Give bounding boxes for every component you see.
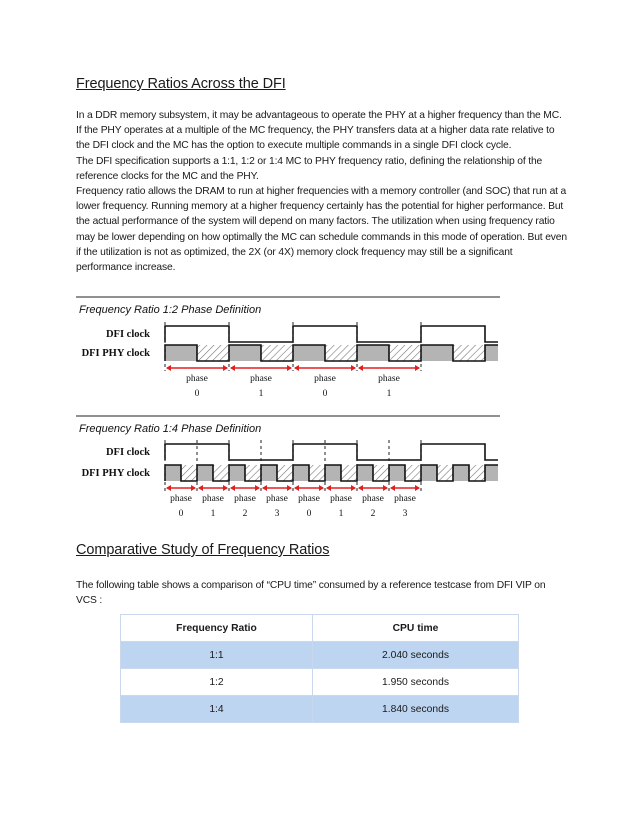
diagram-title: Frequency Ratio 1:4 Phase Definition	[79, 423, 262, 435]
phase-arrow-head-left	[326, 485, 331, 491]
phase-word-label: phase	[170, 494, 192, 504]
section-heading-frequency-ratios: Frequency Ratios Across the DFI	[76, 76, 286, 92]
dfi-clock-label: DFI clock	[105, 447, 150, 458]
table-cell: 1:2	[121, 669, 313, 696]
phase-arrow-head-right	[351, 485, 356, 491]
phase-word-label: phase	[362, 494, 384, 504]
table-cell: 1:1	[121, 642, 313, 669]
phase-number-label: 2	[242, 509, 248, 519]
diagram-1-4	[76, 416, 500, 519]
phase-arrow-head-left	[166, 365, 171, 371]
phase-arrow-head-left	[230, 485, 235, 491]
phy-high-fill	[293, 345, 325, 361]
phy-low-hatch	[469, 465, 485, 481]
dfi-clock-label: DFI clock	[105, 329, 150, 340]
phase-word-label: phase	[330, 494, 352, 504]
dfi-phy-clock-label: DFI PHY clock	[81, 348, 150, 359]
diagram-1-2	[76, 297, 500, 399]
phy-low-hatch	[453, 345, 485, 361]
phase-number-label: 2	[370, 509, 376, 519]
phase-arrow-head-right	[415, 365, 420, 371]
phase-arrow-head-right	[383, 485, 388, 491]
phase-word-label: phase	[314, 374, 336, 384]
table-cell: 1.950 seconds	[313, 669, 519, 696]
phy-high-fill	[453, 465, 469, 481]
phase-arrow-head-right	[223, 485, 228, 491]
phase-number-label: 0	[178, 509, 184, 519]
phy-low-hatch	[373, 465, 389, 481]
phase-arrow-head-left	[358, 485, 363, 491]
phy-low-hatch	[309, 465, 325, 481]
header-cpu-time: CPU time	[313, 615, 519, 642]
table-cell: 1:4	[121, 696, 313, 723]
phase-word-label: phase	[202, 494, 224, 504]
phase-arrow-head-left	[230, 365, 235, 371]
paragraph: The DFI specification supports a 1:1, 1:2 or 1:4 MC to PHY frequency ratio, defining the relationship of the reference clocks for the MC and the PHY.	[76, 155, 543, 182]
phy-low-hatch	[213, 465, 229, 481]
phase-arrow-head-right	[319, 485, 324, 491]
phy-low-hatch	[341, 465, 357, 481]
phy-low-hatch	[389, 345, 421, 361]
phy-low-hatch	[261, 345, 293, 361]
phy-high-fill	[421, 345, 453, 361]
table-row	[121, 669, 519, 696]
table-row	[121, 642, 519, 669]
phy-low-hatch	[277, 465, 293, 481]
phase-arrow-head-left	[294, 365, 299, 371]
phase-arrow-head-left	[198, 485, 203, 491]
phase-word-label: phase	[266, 494, 288, 504]
phy-high-fill	[197, 465, 213, 481]
phy-high-fill	[229, 345, 261, 361]
phy-high-fill	[357, 465, 373, 481]
diagram-title: Frequency Ratio 1:2 Phase Definition	[79, 304, 262, 316]
phase-arrow-head-right	[415, 485, 420, 491]
table-intro-text: The following table shows a comparison of “CPU time” consumed by a reference testcase from DFI VIP on VCS :	[76, 580, 546, 607]
phy-high-fill	[389, 465, 405, 481]
header-frequency-ratio: Frequency Ratio	[121, 615, 313, 642]
phase-arrow-head-right	[255, 485, 260, 491]
phase-number-label: 1	[258, 389, 264, 399]
phy-low-hatch	[405, 465, 421, 481]
table-cell: 2.040 seconds	[313, 642, 519, 669]
phy-high-fill	[229, 465, 245, 481]
paragraph: Frequency ratio allows the DRAM to run at higher frequencies with a memory controller (and SOC) that run at a lower frequency. Running memory at a higher frequency certainly has the potential for higher performance. But the actual performance of the system will depend on many factors. The utilization when using frequency ratio may be lower depending on how optimally the MC can schedule commands in this mode of operation. But even if the utilization is not as optimized, the 2X (or 4X) memory clock frequency may still be a significant performance increase.	[76, 186, 567, 274]
phy-low-hatch	[181, 465, 197, 481]
phase-number-label: 0	[194, 389, 200, 399]
phase-arrow-head-right	[223, 365, 228, 371]
phase-arrow-head-left	[294, 485, 299, 491]
table-row	[121, 696, 519, 723]
phy-high-fill	[165, 345, 197, 361]
phase-number-label: 1	[210, 509, 216, 519]
dfi-phy-clock-label: DFI PHY clock	[81, 468, 150, 479]
phy-high-fill	[293, 465, 309, 481]
phase-arrow-head-left	[166, 485, 171, 491]
table-cell: 1.840 seconds	[313, 696, 519, 723]
phy-low-hatch	[245, 465, 261, 481]
table-header-row	[121, 615, 519, 642]
dfi-clock-waveform	[165, 444, 498, 460]
paragraph: In a DDR memory subsystem, it may be advantageous to operate the PHY at a higher frequency than the MC. If the PHY operates at a multiple of the MC frequency, the PHY transfers data at a higher data rate relative to the DFI clock and the MC has the option to execute multiple commands in a single DFI clock cycle.	[76, 110, 562, 152]
phase-number-label: 3	[274, 509, 280, 519]
phase-arrow-head-right	[287, 485, 292, 491]
phy-low-hatch	[197, 345, 229, 361]
phase-arrow-head-right	[287, 365, 292, 371]
cpu-time-table	[120, 614, 519, 723]
phase-arrow-head-left	[358, 365, 363, 371]
phase-number-label: 3	[402, 509, 408, 519]
phase-number-label: 0	[306, 509, 312, 519]
phase-number-label: 1	[386, 389, 392, 399]
phy-low-hatch	[325, 345, 357, 361]
phy-high-fill	[421, 465, 437, 481]
dfi-clock-waveform	[165, 326, 498, 342]
phase-number-label: 0	[322, 389, 328, 399]
phase-word-label: phase	[250, 374, 272, 384]
phase-arrow-head-right	[191, 485, 196, 491]
phase-word-label: phase	[394, 494, 416, 504]
phy-high-fill	[485, 465, 498, 481]
phy-high-fill	[261, 465, 277, 481]
phy-low-hatch	[437, 465, 453, 481]
phase-word-label: phase	[234, 494, 256, 504]
phy-high-fill	[165, 465, 181, 481]
phase-word-label: phase	[298, 494, 320, 504]
phy-high-fill	[485, 345, 498, 361]
phy-high-fill	[357, 345, 389, 361]
phase-arrow-head-left	[390, 485, 395, 491]
phase-word-label: phase	[378, 374, 400, 384]
section-heading-comparative-study: Comparative Study of Frequency Ratios	[76, 542, 330, 558]
phase-arrow-head-left	[262, 485, 267, 491]
phase-arrow-head-right	[351, 365, 356, 371]
phase-number-label: 1	[338, 509, 344, 519]
phy-high-fill	[325, 465, 341, 481]
phase-word-label: phase	[186, 374, 208, 384]
